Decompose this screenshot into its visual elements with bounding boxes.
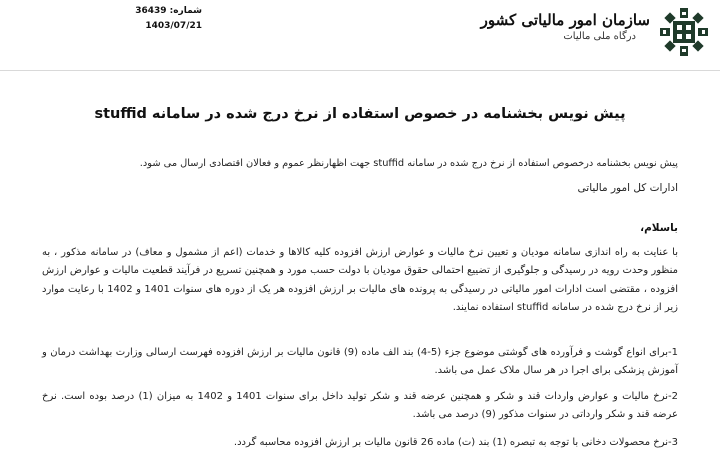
organization-name: سازمان امور مالیاتی کشور bbox=[480, 11, 650, 29]
letter-date-row bbox=[12, 19, 202, 34]
intro-text: پیش نویس بخشنامه درخصوص استفاده از نرخ درج شده در سامانه stuffid جهت اظهارنظر عموم و فعالان اقتصادی ارسال می شود. bbox=[139, 158, 678, 169]
organization-name-block bbox=[481, 10, 650, 44]
emblem-icon bbox=[656, 4, 712, 60]
list-item: 2-نرخ مالیات و عوارض واردات قند و شکر و همچنین عرضه قند و شکر تولید داخل برای سنوات 1401 و 1402 به میزان (1) درصد بوده است. نرخ عرضه قند و شکر وارداتی در سنوات مذکور (9) درصد می باشد. bbox=[42, 391, 678, 421]
list-item: 1-برای انواع گوشت و فرآورده های گوشتی موضوع جزء (5-4) بند الف ماده (9) قانون مالیات بر ارزش افزوده فهرست ارسالی وزارت بهداشت درمان و آموزش پزشکی برای اجرا در هر سال ملاک عمل می باشد. bbox=[42, 347, 678, 377]
organization-logo bbox=[481, 4, 712, 64]
main-paragraph: با عنایت به راه اندازی سامانه مودیان و تعیین نرخ مالیات و عوارض ارزش افزوده کلیه کالاها و خدمات (اعم از مشمول و معاف) در سامانه مذکور ، به منظور وحدت رویه در رسیدگی و جلوگیری از تضییع احتمالی حقوق مودیان با دولت حسب مورد و همچنین تسریع در فرآیند قطعیت مالیات و عوارض ارزش افزوده ، مقتضی است ادارات امور مالیاتی در رسیدگی به پرونده های مالیات بر ارزش افزوده هر یک از دوره های سنوات 1401 و 1402 با رعایت موارد زیر از نرخ درج شده در سامانه stuffid استفاده نمایند. bbox=[42, 247, 678, 314]
letter-number-row bbox=[12, 4, 202, 19]
letter-number-label: شماره: bbox=[169, 6, 202, 16]
letter-number-value: 36439 bbox=[135, 6, 167, 16]
list-item: 3-نرخ محصولات دخانی با توجه به تبصره (1) بند (ت) ماده 26 قانون مالیات بر ارزش افزوده محاسبه گردد. bbox=[233, 437, 678, 448]
organization-tagline: درگاه ملی مالیات bbox=[563, 31, 636, 42]
addressee: ادارات کل امور مالیاتی bbox=[577, 182, 678, 194]
document-meta bbox=[12, 4, 202, 34]
document-title: پیش نویس بخشنامه در خصوص استفاده از نرخ درج شده در سامانه stuffid bbox=[94, 106, 626, 122]
greeting: باسلام، bbox=[640, 222, 678, 234]
letter-date-value: 1403/07/21 bbox=[145, 21, 202, 31]
header-divider bbox=[0, 70, 720, 71]
